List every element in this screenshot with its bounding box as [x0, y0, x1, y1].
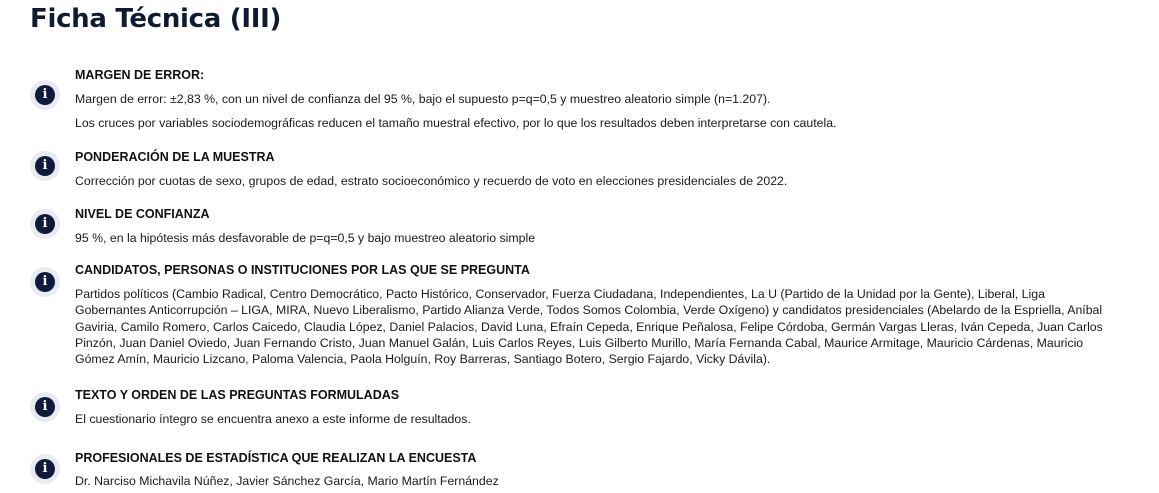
info-icon: [30, 209, 60, 239]
info-icon-glyph: i: [35, 85, 55, 105]
section-heading: TEXTO Y ORDEN DE LAS PREGUNTAS FORMULADAS: [75, 388, 400, 402]
info-icon: [30, 454, 60, 484]
info-icon-glyph: i: [35, 156, 55, 176]
section-text: Partidos políticos (Cambio Radical, Centro Democrático, Pacto Histórico, Conservador, Fuerza Ciudadana, Independientes, La U (Partido de la Unidad por la Gente), Liberal, Liga Gobernantes Anticorrupción – LIGA, MIRA, Nuevo Liberalismo, Partido Alianza Verde, Todos Somos Colombia, Verde Oxígeno) y candidatos presidenciales (Abelardo de la Espriella, Aníbal Gaviria, Camilo Romero, Carlos Caicedo, Claudia López, Daniel Palacios, David Luna, Efraín Cepeda, Enrique Peñalosa, Felipe Córdoba, Germán Vargas Lleras, Iván Cepeda, Juan Carlos Pinzón, Juan Daniel Oviedo, Juan Fernando Cristo, Juan Manuel Galán, Luis Carlos Reyes, Luis Gilberto Murillo, María Fernanda Cabal, Maurice Armitage, Mauricio Cárdenas, Mauricio Gómez Amín, Mauricio Lizcano, Paloma Valencia, Paola Holguín, Roy Barreras, Santiago Botero, Sergio Fajardo, Vicky Dávila).: [75, 287, 1103, 367]
info-icon: [30, 80, 60, 110]
info-icon-glyph: i: [35, 459, 55, 479]
section-heading: PROFESIONALES DE ESTADÍSTICA QUE REALIZAN LA ENCUESTA: [75, 451, 477, 465]
info-icon: [30, 267, 60, 297]
section-heading: PONDERACIÓN DE LA MUESTRA: [75, 150, 275, 164]
section-text: Los cruces por variables sociodemográficas reducen el tamaño muestral efectivo, por lo que los resultados deben interpretarse con cautela.: [75, 116, 837, 130]
section-heading: CANDIDATOS, PERSONAS O INSTITUCIONES POR LAS QUE SE PREGUNTA: [75, 263, 530, 277]
info-icon: [30, 392, 60, 422]
info-icon-glyph: i: [35, 272, 55, 292]
section-text: Margen de error: ±2,83 %, con un nivel de confianza del 95 %, bajo el supuesto p=q=0,5 y muestreo aleatorio simple (n=1.207).: [75, 92, 771, 106]
info-icon: [30, 151, 60, 181]
section-heading: NIVEL DE CONFIANZA: [75, 207, 210, 221]
section-heading: MARGEN DE ERROR:: [75, 68, 205, 82]
section-text: El cuestionario íntegro se encuentra anexo a este informe de resultados.: [75, 412, 471, 426]
page-title: Ficha Técnica (III): [30, 4, 282, 34]
section-text: Dr. Narciso Michavila Núñez, Javier Sánchez García, Mario Martín Fernández: [75, 474, 499, 488]
info-icon-glyph: i: [35, 397, 55, 417]
section-text: 95 %, en la hipótesis más desfavorable de p=q=0,5 y bajo muestreo aleatorio simple: [75, 231, 536, 245]
section-text: Corrección por cuotas de sexo, grupos de edad, estrato socioeconómico y recuerdo de voto en elecciones presidenciales de 2022.: [75, 174, 788, 188]
info-icon-glyph: i: [35, 214, 55, 234]
